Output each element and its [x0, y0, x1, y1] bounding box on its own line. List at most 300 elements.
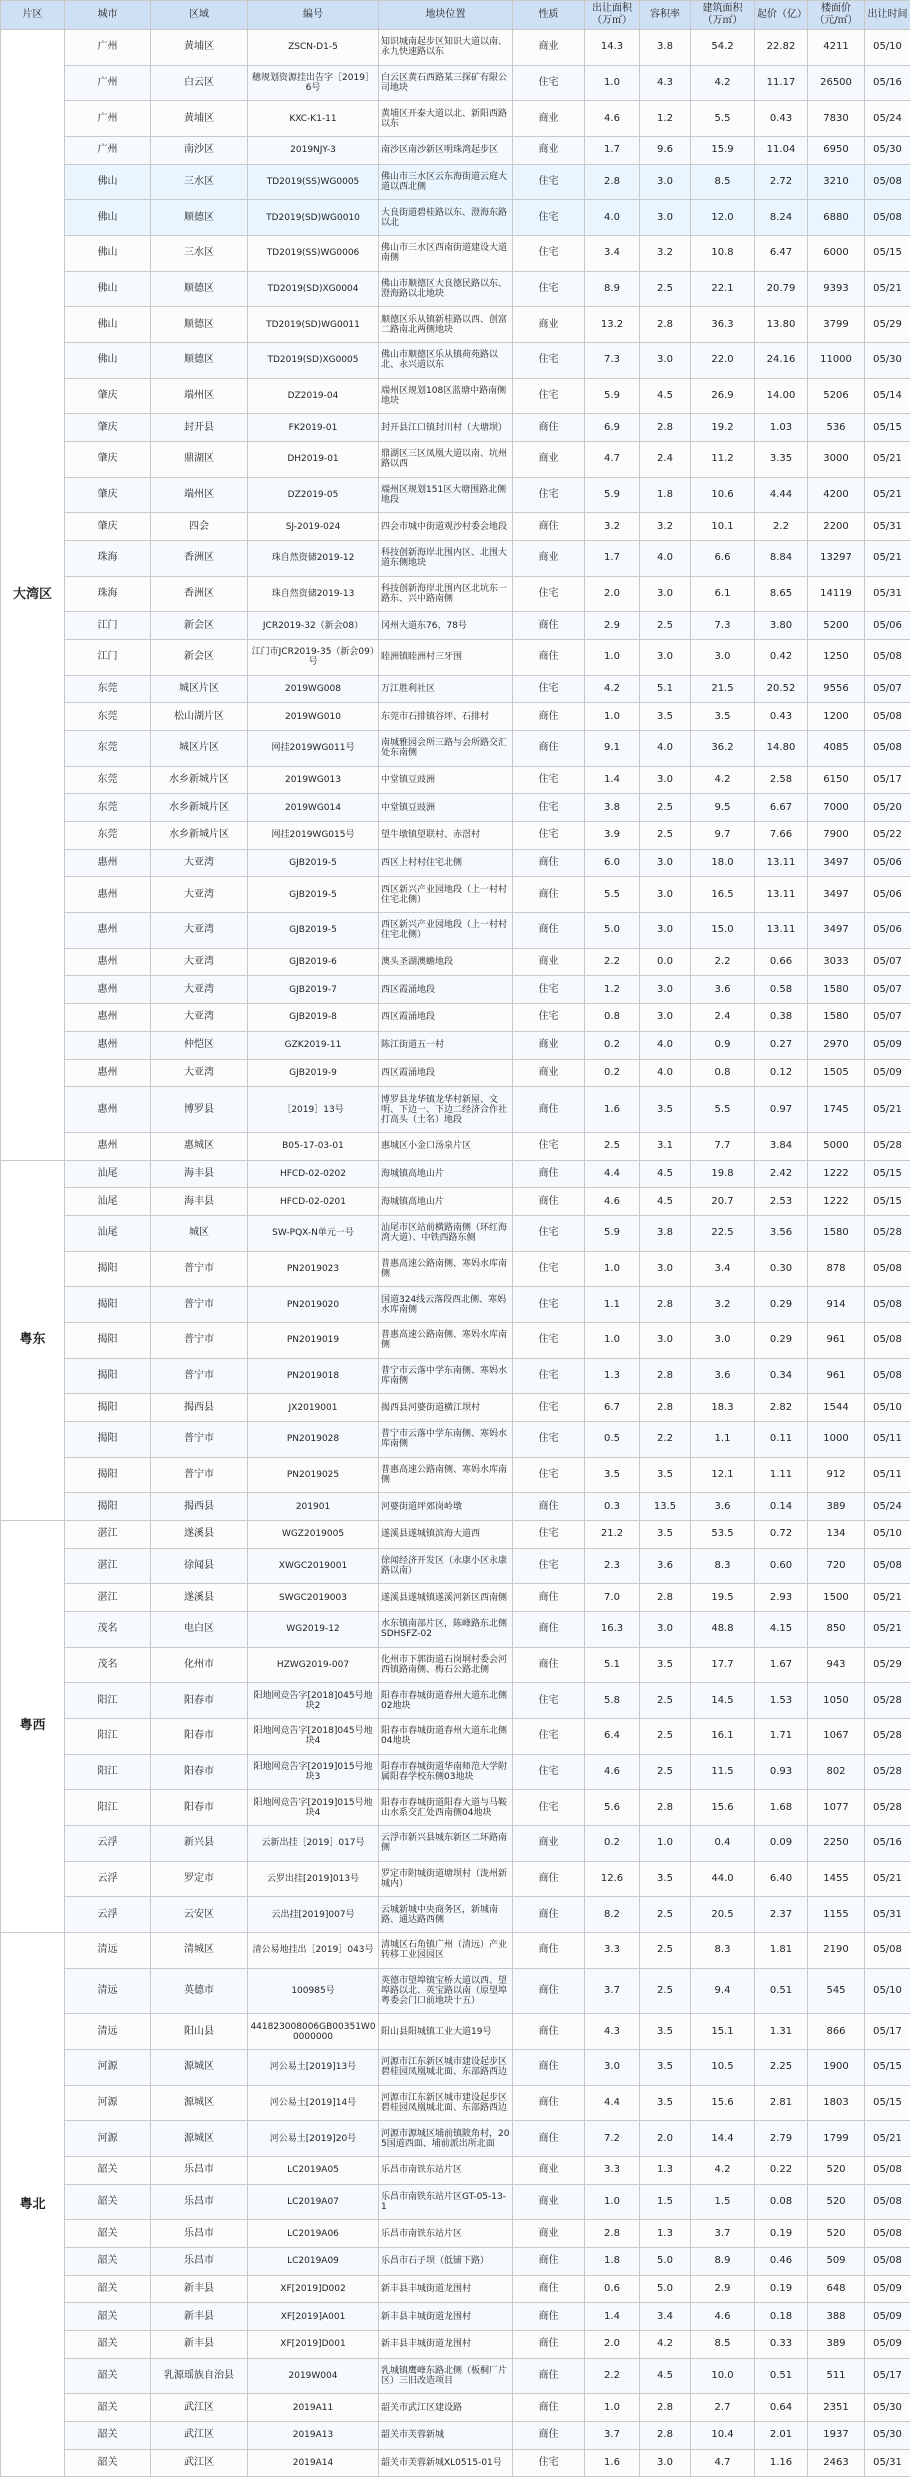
- land-area-cell: 1.0: [585, 65, 640, 101]
- use-cell: 商住: [513, 731, 585, 767]
- land-area-cell: 2.0: [585, 2331, 640, 2359]
- date-cell: 05/15: [865, 1188, 910, 1216]
- floor-price-cell: 1580: [808, 1215, 865, 1251]
- floor-price-cell: 961: [808, 1322, 865, 1358]
- start-price-cell: 6.47: [755, 236, 808, 272]
- header-floor-price: 楼面价（元/㎡）: [808, 1, 865, 30]
- date-cell: 05/28: [865, 1215, 910, 1251]
- floor-area-cell: 9.5: [691, 794, 755, 822]
- district-cell: 揭西县: [151, 1394, 248, 1422]
- date-cell: 05/15: [865, 414, 910, 442]
- start-price-cell: 0.19: [755, 2220, 808, 2248]
- floor-price-cell: 1799: [808, 2121, 865, 2157]
- land-area-cell: 2.2: [585, 948, 640, 976]
- floor-area-cell: 26.9: [691, 378, 755, 414]
- location-cell: 海城镇高地山片: [379, 1188, 513, 1216]
- floor-price-cell: 1000: [808, 1421, 865, 1457]
- code-cell: DH2019-01: [248, 442, 379, 478]
- start-price-cell: 0.34: [755, 1358, 808, 1394]
- start-price-cell: 0.38: [755, 1004, 808, 1032]
- district-cell: 城区: [151, 1215, 248, 1251]
- date-cell: 05/16: [865, 65, 910, 101]
- location-cell: 乳城镇鹰峰东路北侧（板桐厂片区）三旧改造项目: [379, 2358, 513, 2394]
- use-cell: 住宅: [513, 1358, 585, 1394]
- floor-area-cell: 3.6: [691, 1358, 755, 1394]
- floor-area-cell: 3.6: [691, 976, 755, 1004]
- plot-ratio-cell: 2.5: [640, 1968, 691, 2014]
- table-row: [1, 2049, 910, 2085]
- code-cell: 2019A13: [248, 2422, 379, 2450]
- date-cell: 05/11: [865, 1457, 910, 1493]
- date-cell: 05/08: [865, 164, 910, 200]
- plot-ratio-cell: 3.0: [640, 877, 691, 913]
- floor-area-cell: 3.5: [691, 703, 755, 731]
- code-cell: DZ2019-05: [248, 477, 379, 513]
- land-area-cell: 0.2: [585, 1059, 640, 1087]
- plot-ratio-cell: 1.5: [640, 2184, 691, 2220]
- district-cell: 香洲区: [151, 541, 248, 577]
- floor-price-cell: 648: [808, 2275, 865, 2303]
- code-cell: GJB2019-9: [248, 1059, 379, 1087]
- table-row: [1, 343, 910, 379]
- table-row: [1, 2121, 910, 2157]
- start-price-cell: 14.80: [755, 731, 808, 767]
- date-cell: 05/09: [865, 2303, 910, 2331]
- table-row: [1, 442, 910, 478]
- plot-ratio-cell: 5.1: [640, 675, 691, 703]
- district-cell: 阳春市: [151, 1718, 248, 1754]
- floor-price-cell: 509: [808, 2248, 865, 2276]
- floor-area-cell: 5.5: [691, 101, 755, 137]
- table-row: [1, 477, 910, 513]
- table-row: [1, 30, 910, 66]
- land-area-cell: 1.1: [585, 1287, 640, 1323]
- city-cell: 韶关: [65, 2157, 151, 2185]
- floor-area-cell: 15.6: [691, 2085, 755, 2121]
- start-price-cell: 3.35: [755, 442, 808, 478]
- floor-price-cell: 1580: [808, 1004, 865, 1032]
- floor-price-cell: 1803: [808, 2085, 865, 2121]
- floor-price-cell: 7900: [808, 822, 865, 850]
- plot-ratio-cell: 3.0: [640, 1611, 691, 1647]
- land-area-cell: 1.2: [585, 976, 640, 1004]
- plot-ratio-cell: 2.8: [640, 1584, 691, 1612]
- floor-price-cell: 9556: [808, 675, 865, 703]
- city-cell: 阳江: [65, 1790, 151, 1826]
- plot-ratio-cell: 3.5: [640, 1087, 691, 1133]
- district-cell: 新会区: [151, 612, 248, 640]
- table-row: [1, 1421, 910, 1457]
- use-cell: 住宅: [513, 1132, 585, 1160]
- district-cell: 新丰县: [151, 2331, 248, 2359]
- location-cell: 徐闻经济开发区（永康小区永康路以南）: [379, 1548, 513, 1584]
- plot-ratio-cell: 1.0: [640, 1825, 691, 1861]
- table-row: [1, 1031, 910, 1059]
- table-row: [1, 1611, 910, 1647]
- floor-area-cell: 11.2: [691, 442, 755, 478]
- use-cell: 商住: [513, 703, 585, 731]
- table-row: [1, 1059, 910, 1087]
- date-cell: 05/29: [865, 1647, 910, 1683]
- table-row: [1, 2157, 910, 2185]
- land-area-cell: 4.6: [585, 101, 640, 137]
- location-cell: 西区新兴产业园地段（上一村村住宅北侧）: [379, 877, 513, 913]
- floor-price-cell: 914: [808, 1287, 865, 1323]
- land-area-cell: 5.6: [585, 1790, 640, 1826]
- location-cell: 汕尾市区站前横路南侧（环红海湾大道）、中铁西路东侧: [379, 1215, 513, 1251]
- table-row: [1, 1287, 910, 1323]
- use-cell: 商住: [513, 1861, 585, 1897]
- floor-price-cell: 2190: [808, 1932, 865, 1968]
- floor-price-cell: 2970: [808, 1031, 865, 1059]
- use-cell: 商业: [513, 948, 585, 976]
- start-price-cell: 2.79: [755, 2121, 808, 2157]
- city-cell: 佛山: [65, 236, 151, 272]
- code-cell: XF[2019]D002: [248, 2275, 379, 2303]
- table-row: [1, 1683, 910, 1719]
- district-cell: 英德市: [151, 1968, 248, 2014]
- date-cell: 05/10: [865, 30, 910, 66]
- city-cell: 东莞: [65, 731, 151, 767]
- start-price-cell: 13.11: [755, 849, 808, 877]
- use-cell: 商业: [513, 137, 585, 165]
- start-price-cell: 0.97: [755, 1087, 808, 1133]
- date-cell: 05/21: [865, 2121, 910, 2157]
- floor-price-cell: 6880: [808, 200, 865, 236]
- date-cell: 05/10: [865, 1394, 910, 1422]
- land-area-cell: 21.2: [585, 1520, 640, 1548]
- city-cell: 揭阳: [65, 1394, 151, 1422]
- floor-area-cell: 4.7: [691, 2449, 755, 2477]
- date-cell: 05/08: [865, 1358, 910, 1394]
- floor-price-cell: 520: [808, 2220, 865, 2248]
- city-cell: 韶关: [65, 2358, 151, 2394]
- use-cell: 住宅: [513, 1251, 585, 1287]
- floor-area-cell: 0.9: [691, 1031, 755, 1059]
- table-row: [1, 1132, 910, 1160]
- location-cell: 罗定市附城街道塘坝村（泷州新城内）: [379, 1861, 513, 1897]
- district-cell: 大亚湾: [151, 877, 248, 913]
- use-cell: 商住: [513, 877, 585, 913]
- start-price-cell: 0.93: [755, 1754, 808, 1790]
- floor-price-cell: 11000: [808, 343, 865, 379]
- floor-price-cell: 511: [808, 2358, 865, 2394]
- start-price-cell: 1.67: [755, 1647, 808, 1683]
- code-cell: FK2019-01: [248, 414, 379, 442]
- location-cell: 韶关市芙蓉新城XL0515-01号: [379, 2449, 513, 2477]
- floor-area-cell: 3.6: [691, 1493, 755, 1521]
- land-area-cell: 4.4: [585, 1160, 640, 1188]
- floor-area-cell: 1.1: [691, 1421, 755, 1457]
- code-cell: WG2019-12: [248, 1611, 379, 1647]
- floor-price-cell: 6000: [808, 236, 865, 272]
- plot-ratio-cell: 3.5: [640, 1861, 691, 1897]
- use-cell: 商住: [513, 2303, 585, 2331]
- floor-price-cell: 26500: [808, 65, 865, 101]
- table-row: [1, 1718, 910, 1754]
- district-cell: 端州区: [151, 477, 248, 513]
- code-cell: XF[2019]D001: [248, 2331, 379, 2359]
- floor-price-cell: 720: [808, 1548, 865, 1584]
- code-cell: XWGC2019001: [248, 1548, 379, 1584]
- city-cell: 揭阳: [65, 1457, 151, 1493]
- code-cell: 珠自然资储2019-12: [248, 541, 379, 577]
- land-area-cell: 5.9: [585, 1215, 640, 1251]
- district-cell: 乐昌市: [151, 2220, 248, 2248]
- floor-price-cell: 545: [808, 1968, 865, 2014]
- floor-price-cell: 878: [808, 1251, 865, 1287]
- district-cell: 水乡新城片区: [151, 794, 248, 822]
- floor-area-cell: 8.5: [691, 164, 755, 200]
- plot-ratio-cell: 2.5: [640, 1932, 691, 1968]
- use-cell: 住宅: [513, 271, 585, 307]
- floor-price-cell: 1250: [808, 640, 865, 676]
- floor-area-cell: 20.5: [691, 1897, 755, 1933]
- table-row: [1, 65, 910, 101]
- use-cell: 商业: [513, 101, 585, 137]
- district-cell: 黄埔区: [151, 101, 248, 137]
- city-cell: 珠海: [65, 576, 151, 612]
- plot-ratio-cell: 2.8: [640, 307, 691, 343]
- district-cell: 封开县: [151, 414, 248, 442]
- floor-area-cell: 8.5: [691, 2331, 755, 2359]
- location-cell: 阳春市春城街道阳春大道与马鞍山水系交汇处西南侧04地块: [379, 1790, 513, 1826]
- district-cell: 水乡新城片区: [151, 822, 248, 850]
- use-cell: 商住: [513, 913, 585, 949]
- table-row: [1, 612, 910, 640]
- floor-area-cell: 15.0: [691, 913, 755, 949]
- date-cell: 05/31: [865, 1897, 910, 1933]
- floor-area-cell: 3.0: [691, 640, 755, 676]
- location-cell: 鼎湖区三区凤凰大道以南、坑州路以西: [379, 442, 513, 478]
- floor-area-cell: 36.2: [691, 731, 755, 767]
- city-cell: 佛山: [65, 164, 151, 200]
- location-cell: 普惠高速公路南侧、寒妈水库南侧: [379, 1251, 513, 1287]
- code-cell: GJB2019-5: [248, 877, 379, 913]
- floor-area-cell: 22.5: [691, 1215, 755, 1251]
- plot-ratio-cell: 2.8: [640, 2422, 691, 2450]
- code-cell: PN2019025: [248, 1457, 379, 1493]
- date-cell: 05/08: [865, 1287, 910, 1323]
- header-location: 地块位置: [379, 1, 513, 30]
- date-cell: 05/29: [865, 307, 910, 343]
- code-cell: 2019WG014: [248, 794, 379, 822]
- location-cell: 中堂镇豆豉洲: [379, 766, 513, 794]
- city-cell: 韶关: [65, 2394, 151, 2422]
- date-cell: 05/30: [865, 2394, 910, 2422]
- city-cell: 惠州: [65, 1059, 151, 1087]
- date-cell: 05/07: [865, 675, 910, 703]
- floor-area-cell: 8.3: [691, 1548, 755, 1584]
- land-area-cell: 2.0: [585, 576, 640, 612]
- table-row: [1, 2422, 910, 2450]
- district-cell: 乐昌市: [151, 2157, 248, 2185]
- location-cell: 四会市城中街道观沙村委会地段: [379, 513, 513, 541]
- location-cell: 普惠高速公路南侧、寒妈水库南侧: [379, 1322, 513, 1358]
- code-cell: GJB2019-6: [248, 948, 379, 976]
- plot-ratio-cell: 13.5: [640, 1493, 691, 1521]
- land-area-cell: 9.1: [585, 731, 640, 767]
- date-cell: 05/10: [865, 1968, 910, 2014]
- header-code: 编号: [248, 1, 379, 30]
- table-row: [1, 2358, 910, 2394]
- land-area-cell: 4.0: [585, 200, 640, 236]
- floor-price-cell: 1222: [808, 1188, 865, 1216]
- district-cell: 新会区: [151, 640, 248, 676]
- plot-ratio-cell: 4.2: [640, 2331, 691, 2359]
- location-cell: 佛山市顺德区大良德民路以东、澄海路以北地块: [379, 271, 513, 307]
- table-row: [1, 1251, 910, 1287]
- district-cell: 松山湖片区: [151, 703, 248, 731]
- date-cell: 05/06: [865, 913, 910, 949]
- code-cell: LC2019A07: [248, 2184, 379, 2220]
- code-cell: PN2019028: [248, 1421, 379, 1457]
- start-price-cell: 20.79: [755, 271, 808, 307]
- location-cell: 端州区规划108区蓝塘中路南侧地块: [379, 378, 513, 414]
- floor-area-cell: 19.5: [691, 1584, 755, 1612]
- use-cell: 商业: [513, 1031, 585, 1059]
- land-area-cell: 12.6: [585, 1861, 640, 1897]
- plot-ratio-cell: 4.5: [640, 378, 691, 414]
- table-row: [1, 513, 910, 541]
- floor-price-cell: 389: [808, 1493, 865, 1521]
- land-area-cell: 4.3: [585, 2014, 640, 2050]
- date-cell: 05/20: [865, 794, 910, 822]
- city-cell: 揭阳: [65, 1287, 151, 1323]
- code-cell: LC2019A06: [248, 2220, 379, 2248]
- floor-price-cell: 1077: [808, 1790, 865, 1826]
- plot-ratio-cell: 4.5: [640, 2358, 691, 2394]
- floor-price-cell: 1937: [808, 2422, 865, 2450]
- date-cell: 05/06: [865, 612, 910, 640]
- code-cell: PN2019023: [248, 1251, 379, 1287]
- start-price-cell: 3.84: [755, 1132, 808, 1160]
- use-cell: 商住: [513, 2331, 585, 2359]
- floor-area-cell: 10.6: [691, 477, 755, 513]
- land-area-cell: 1.7: [585, 541, 640, 577]
- date-cell: 05/21: [865, 1584, 910, 1612]
- date-cell: 05/07: [865, 976, 910, 1004]
- plot-ratio-cell: 3.4: [640, 2303, 691, 2331]
- region-cell: 粤东: [1, 1160, 65, 1520]
- location-cell: 乐昌市石子坝（低铺下路）: [379, 2248, 513, 2276]
- start-price-cell: 2.72: [755, 164, 808, 200]
- start-price-cell: 13.11: [755, 913, 808, 949]
- date-cell: 05/30: [865, 343, 910, 379]
- plot-ratio-cell: 2.8: [640, 1394, 691, 1422]
- table-row: [1, 822, 910, 850]
- use-cell: 商住: [513, 640, 585, 676]
- plot-ratio-cell: 2.5: [640, 1683, 691, 1719]
- floor-price-cell: 3033: [808, 948, 865, 976]
- start-price-cell: 22.82: [755, 30, 808, 66]
- city-cell: 韶关: [65, 2248, 151, 2276]
- floor-area-cell: 2.9: [691, 2275, 755, 2303]
- floor-price-cell: 5206: [808, 378, 865, 414]
- location-cell: 睦洲镇睦洲村三牙围: [379, 640, 513, 676]
- city-cell: 肇庆: [65, 513, 151, 541]
- code-cell: TD2019(SD)WG0010: [248, 200, 379, 236]
- plot-ratio-cell: 1.3: [640, 2157, 691, 2185]
- date-cell: 05/24: [865, 1493, 910, 1521]
- land-area-cell: 1.0: [585, 640, 640, 676]
- floor-area-cell: 1.5: [691, 2184, 755, 2220]
- region-cell: 粤北: [1, 1932, 65, 2476]
- start-price-cell: 0.19: [755, 2275, 808, 2303]
- table-row: [1, 731, 910, 767]
- table-row: [1, 2248, 910, 2276]
- location-cell: 南沙区南沙新区明珠湾起步区: [379, 137, 513, 165]
- start-price-cell: 0.64: [755, 2394, 808, 2422]
- date-cell: 05/08: [865, 703, 910, 731]
- start-price-cell: 6.40: [755, 1861, 808, 1897]
- district-cell: 三水区: [151, 236, 248, 272]
- city-cell: 东莞: [65, 675, 151, 703]
- code-cell: 2019WG013: [248, 766, 379, 794]
- city-cell: 韶关: [65, 2275, 151, 2303]
- floor-area-cell: 18.3: [691, 1394, 755, 1422]
- use-cell: 商住: [513, 1611, 585, 1647]
- table-row: [1, 1861, 910, 1897]
- code-cell: SW-PQX-N单元一号: [248, 1215, 379, 1251]
- district-cell: 新丰县: [151, 2275, 248, 2303]
- start-price-cell: 0.11: [755, 1421, 808, 1457]
- date-cell: 05/08: [865, 640, 910, 676]
- land-area-cell: 3.2: [585, 513, 640, 541]
- floor-area-cell: 9.7: [691, 822, 755, 850]
- plot-ratio-cell: 2.2: [640, 1421, 691, 1457]
- start-price-cell: 0.29: [755, 1287, 808, 1323]
- code-cell: 珠自然资储2019-13: [248, 576, 379, 612]
- floor-area-cell: 2.4: [691, 1004, 755, 1032]
- start-price-cell: 7.66: [755, 822, 808, 850]
- use-cell: 住宅: [513, 343, 585, 379]
- location-cell: 科技创新海岸北围内区、北围大道东侧地块: [379, 541, 513, 577]
- district-cell: 鼎湖区: [151, 442, 248, 478]
- plot-ratio-cell: 4.5: [640, 1160, 691, 1188]
- date-cell: 05/09: [865, 2331, 910, 2359]
- floor-area-cell: 6.6: [691, 541, 755, 577]
- code-cell: GZK2019-11: [248, 1031, 379, 1059]
- district-cell: 白云区: [151, 65, 248, 101]
- floor-price-cell: 388: [808, 2303, 865, 2331]
- location-cell: 遂溪县遂城镇遂溪河新区西南侧: [379, 1584, 513, 1612]
- use-cell: 住宅: [513, 1215, 585, 1251]
- city-cell: 河源: [65, 2049, 151, 2085]
- code-cell: JCR2019-32（新会08）: [248, 612, 379, 640]
- city-cell: 广州: [65, 137, 151, 165]
- location-cell: 西区霞涌地段: [379, 1059, 513, 1087]
- table-row: [1, 1790, 910, 1826]
- plot-ratio-cell: 2.5: [640, 271, 691, 307]
- location-cell: 韶关市芙蓉新城: [379, 2422, 513, 2450]
- floor-price-cell: 1050: [808, 1683, 865, 1719]
- plot-ratio-cell: 3.0: [640, 766, 691, 794]
- date-cell: 05/17: [865, 766, 910, 794]
- code-cell: 阳地网竞告字[2018]045号地块4: [248, 1718, 379, 1754]
- date-cell: 05/24: [865, 101, 910, 137]
- city-cell: 广州: [65, 65, 151, 101]
- date-cell: 05/08: [865, 1548, 910, 1584]
- land-area-cell: 1.0: [585, 1251, 640, 1287]
- city-cell: 东莞: [65, 703, 151, 731]
- start-price-cell: 2.42: [755, 1160, 808, 1188]
- start-price-cell: 11.17: [755, 65, 808, 101]
- city-cell: 云浮: [65, 1861, 151, 1897]
- district-cell: 云安区: [151, 1897, 248, 1933]
- plot-ratio-cell: 1.2: [640, 101, 691, 137]
- location-cell: 白云区黄石西路某三探矿有限公司地块: [379, 65, 513, 101]
